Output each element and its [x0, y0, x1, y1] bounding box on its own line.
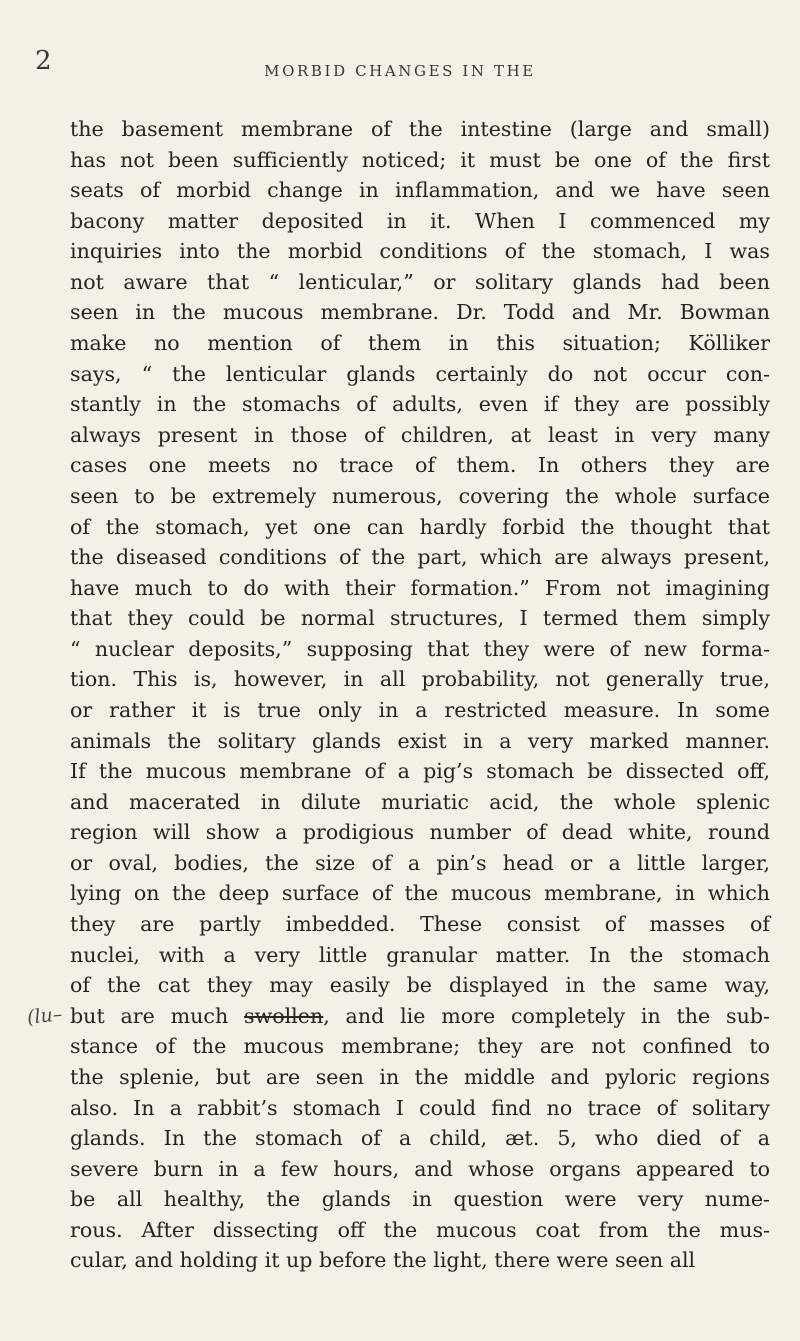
- line-segment: , and lie more completely in the sub-: [323, 1003, 770, 1028]
- text-line: the diseased conditions of the part, which are always present,: [70, 545, 770, 570]
- text-line: of the cat they may easily be displayed in the same way,: [70, 973, 770, 998]
- text-line: stantly in the stomachs of adults, even if they are possibly: [70, 392, 770, 417]
- body-text: [70, 114, 770, 1276]
- text-line: [70, 1001, 770, 1032]
- text-line: seen to be extremely numerous, covering the whole surface: [70, 483, 770, 508]
- text-line: seats of morbid change in inflammation, and we have seen: [70, 178, 770, 203]
- text-line: cases one meets no trace of them. In others they are: [70, 453, 770, 478]
- text-line: bacony matter deposited in it. When I commenced my: [70, 208, 770, 233]
- text-line: and macerated in dilute muriatic acid, the whole splenic: [70, 789, 770, 814]
- text-line: of the stomach, yet one can hardly forbid the thought that: [70, 514, 770, 539]
- text-line: rous. After dissecting off the mucous coat from the mus-: [70, 1217, 770, 1242]
- text-line: animals the solitary glands exist in a very marked manner.: [70, 728, 770, 753]
- text-line: says, “ the lenticular glands certainly do not occur con-: [70, 361, 770, 386]
- text-line: also. In a rabbit’s stomach I could find no trace of solitary: [70, 1095, 770, 1120]
- text-line: the basement membrane of the intestine (large and small): [70, 117, 770, 141]
- text-line: “ nuclear deposits,” supposing that they were of new forma-: [70, 636, 770, 661]
- text-line: inquiries into the morbid conditions of the stomach, I was: [70, 239, 770, 264]
- text-line: region will show a prodigious number of dead white, round: [70, 820, 770, 845]
- running-head: MORBID CHANGES IN THE: [264, 62, 536, 80]
- text-line: seen in the mucous membrane. Dr. Todd and Mr. Bowman: [70, 300, 770, 325]
- text-line: the splenie, but are seen in the middle and pyloric regions: [70, 1064, 770, 1089]
- text-line: or oval, bodies, the size of a pin’s head or a little larger,: [70, 850, 770, 875]
- text-line: have much to do with their formation.” From not imagining: [70, 575, 770, 600]
- text-line: stance of the mucous membrane; they are not confined to: [70, 1034, 770, 1059]
- text-line: always present in those of children, at least in very many: [70, 422, 770, 447]
- handwritten-margin-note: (lu–: [25, 1003, 64, 1029]
- text-line: they are partly imbedded. These consist of masses of: [70, 912, 770, 937]
- struck-word: swollen: [244, 1003, 324, 1028]
- text-line: not aware that “ lenticular,” or solitary glands had been: [70, 269, 770, 294]
- text-line: lying on the deep surface of the mucous membrane, in which: [70, 881, 770, 906]
- text-line: make no mention of them in this situation; Kölliker: [70, 331, 770, 356]
- text-line: tion. This is, however, in all probability, not generally true,: [70, 667, 770, 692]
- text-line: glands. In the stomach of a child, æt. 5, who died of a: [70, 1126, 770, 1151]
- text-line: nuclei, with a very little granular matter. In the stomach: [70, 942, 770, 967]
- text-line: be all healthy, the glands in question were very nume-: [70, 1187, 770, 1212]
- text-line: that they could be normal structures, I termed them simply: [70, 606, 770, 631]
- text-line: If the mucous membrane of a pig’s stomach be dissected off,: [70, 759, 770, 784]
- text-line: severe burn in a few hours, and whose organs appeared to: [70, 1156, 770, 1181]
- text-line: cular, and holding it up before the light, there were seen all: [70, 1248, 696, 1273]
- text-line: has not been sufficiently noticed; it must be one of the first: [70, 147, 770, 172]
- text-line: or rather it is true only in a restricted measure. In some: [70, 697, 770, 722]
- page-number: 2: [35, 46, 52, 76]
- line-segment: but are much: [70, 1003, 244, 1028]
